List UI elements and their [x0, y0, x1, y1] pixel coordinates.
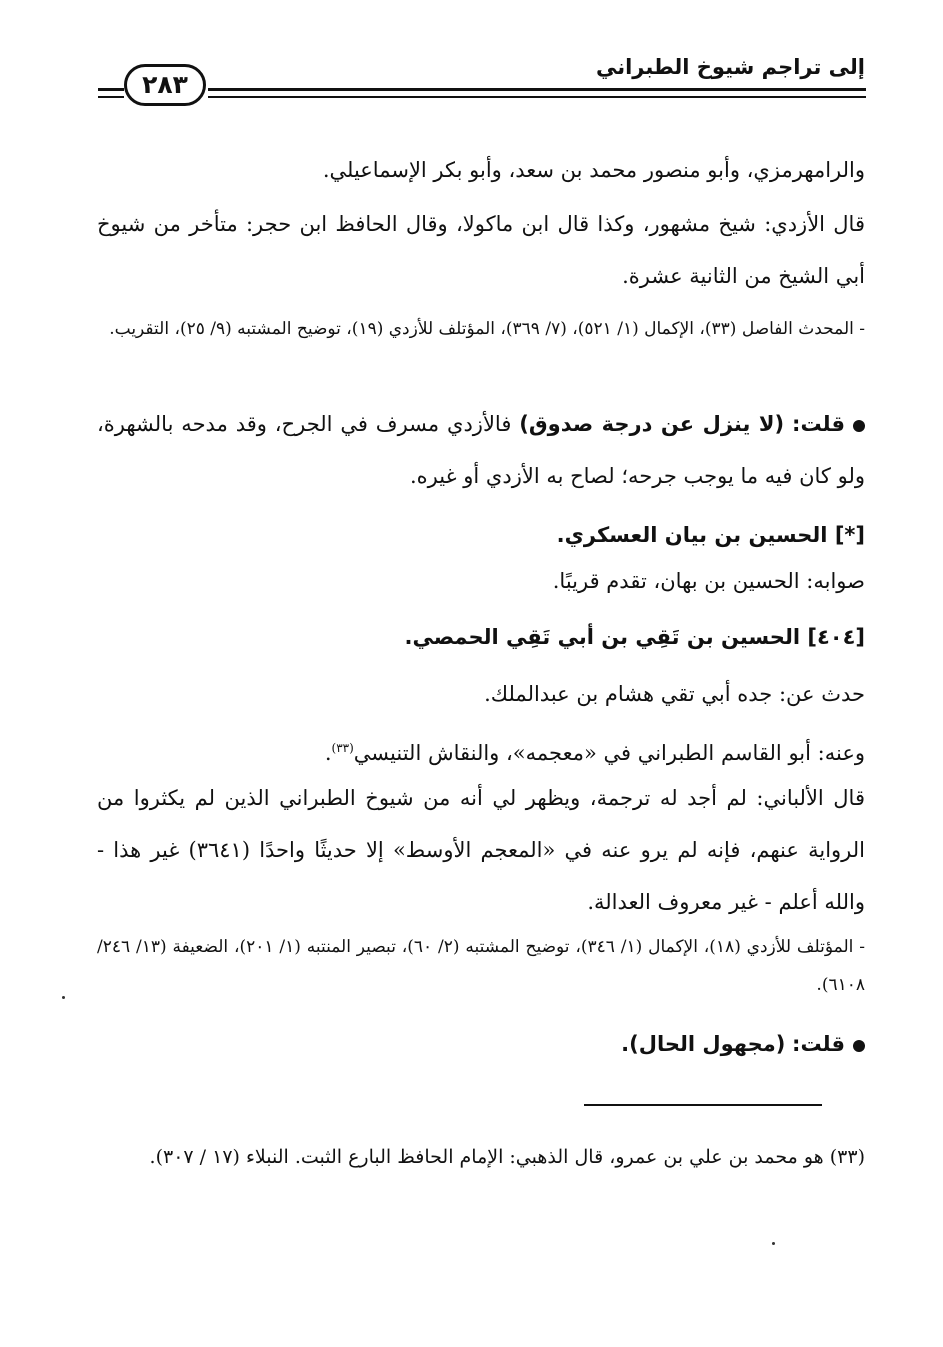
- header-rule-top: [208, 88, 866, 91]
- header-rule-bottom: [208, 96, 866, 98]
- comment-label: قلت:: [792, 412, 845, 436]
- narrated-by-text: وعنه: أبو القاسم الطبراني في «معجمه»، والنقاش التنيسي: [353, 741, 865, 765]
- running-header-title: إلى تراجم شيوخ الطبراني: [595, 55, 865, 79]
- paragraph-correction: صوابه: الحسين بن بهان، تقدم قريبًا.: [552, 569, 865, 593]
- comment-text: فالأزدي مسرف في الجرح، وقد مدحه بالشهرة، ولو كان فيه ما يوجب جرحه؛ لصاح به الأزدي أو غيره.: [97, 412, 865, 488]
- paragraph-narrators: والرامهرمزي، وأبو منصور محمد بن سعد، وأبو بكر الإسماعيلي.: [322, 158, 865, 182]
- paragraph-azdi-assessment: قال الأزدي: شيخ مشهور، وكذا قال ابن ماكولا، وقال الحافظ ابن حجر: متأخر من شيوخ أبي الشيخ من الثانية عشرة.: [97, 212, 865, 288]
- header-rule-left-top: [98, 88, 124, 91]
- comment-verdict: (مجهول الحال).: [621, 1032, 786, 1056]
- paragraph-albani: قال الألباني: لم أجد له ترجمة، ويظهر لي أنه من شيوخ الطبراني الذين لم يكثروا من الرواية عنهم، فإنه لم يرو عنه في «المعجم الأوسط» إلا حديثًا واحدًا (٣٦٤١) غير هذا - والله أعلم - غير معروف العدالة.: [97, 786, 866, 914]
- comment-verdict: (لا ينزل عن درجة صدوق): [519, 412, 785, 436]
- scan-speck: [62, 996, 65, 999]
- paragraph-sources-1: - المحدث الفاصل (٣٣)، الإكمال (١/ ٥٢١)، (٧/ ٣٦٩)، المؤتلف للأزدي (١٩)، توضيح المشتبه (٩/ ٢٥)، التقريب.: [109, 319, 865, 339]
- entry-heading-askari: [*] الحسين بن بيان العسكري.: [556, 523, 865, 547]
- narrated-by-end: .: [324, 741, 332, 765]
- paragraph-narrated-from: حدث عن: جده أبي تقي هشام بن عبدالملك.: [484, 682, 865, 706]
- scan-speck: [772, 1242, 775, 1245]
- entry-heading-404: [٤٠٤] الحسين بن تَقِي بن أبي تَقِي الحمصي.: [404, 625, 865, 649]
- bullet-icon: [853, 1040, 865, 1052]
- comment-label: قلت:: [792, 1032, 845, 1056]
- paragraph-author-comment-1: [97, 398, 865, 502]
- bullet-icon: [853, 420, 865, 432]
- paragraph-narrated-by: [97, 722, 865, 779]
- footnote-33: (٣٣) هو محمد بن علي بن عمرو، قال الذهبي: الإمام الحافظ البارع الثبت. النبلاء (١٧ / ٣٠٧).: [149, 1146, 865, 1168]
- header-rule-left-bottom: [98, 96, 124, 98]
- paragraph-author-comment-2: [97, 1018, 865, 1070]
- footnote-separator: [584, 1104, 822, 1106]
- page-number: ٢٨٣: [124, 64, 206, 106]
- paragraph-sources-2: - المؤتلف للأزدي (١٨)، الإكمال (١/ ٣٤٦)، توضيح المشتبه (٢/ ٦٠)، تبصير المنتبه (١/ ٢٠١)، الضعيفة (١٣/ ٢٤٦/ ٦١٠٨).: [97, 937, 865, 995]
- footnote-ref-33[interactable]: (٣٣): [331, 741, 354, 755]
